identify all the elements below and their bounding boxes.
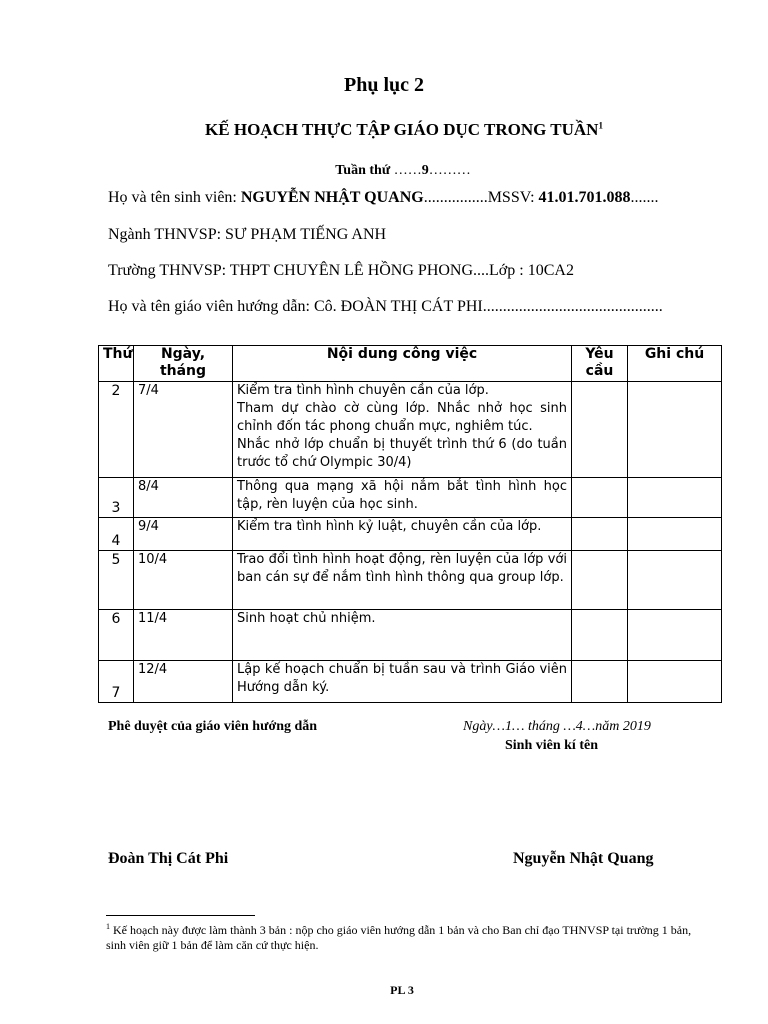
date-line: Ngày…1… tháng …4…năm 2019 <box>463 719 651 734</box>
row-ghi-chu <box>628 610 722 661</box>
row-noi-dung <box>233 478 572 518</box>
header-ghi-chu: Ghi chú <box>628 346 722 382</box>
footnote-text: Kế hoạch này được làm thành 3 bản : nộp cho giáo viên hướng dẫn 1 bản và cho Ban chỉ đạo THNVSP tại trường 1 bản, sinh viên giữ 1 bản để làm căn cứ thực hiện. <box>106 923 692 952</box>
header-noi-dung: Nội dung công việc <box>233 346 572 382</box>
row-ngay: 7/4 <box>134 382 233 478</box>
header-ngay-line2: tháng <box>159 363 207 379</box>
student-line <box>108 189 659 207</box>
row-yeu-cau <box>572 551 628 610</box>
weekly-plan-table <box>98 345 722 703</box>
page-number: PL 3 <box>390 983 414 997</box>
row-ghi-chu <box>628 661 722 703</box>
row-yeu-cau <box>572 661 628 703</box>
row-noi-dung <box>233 610 572 661</box>
task-line: Kiểm tra tình hình chuyên cần của lớp. <box>237 383 489 398</box>
row-thu: 2 <box>99 382 134 478</box>
row-noi-dung <box>233 382 572 478</box>
row-yeu-cau <box>572 610 628 661</box>
task-line: Kiểm tra tình hình kỷ luật, chuyên cần của lớp. <box>237 519 542 534</box>
approval-label: Phê duyệt của giáo viên hướng dẫn <box>108 719 318 734</box>
task-line: Sinh hoạt chủ nhiệm. <box>237 611 376 626</box>
row-ngay: 9/4 <box>134 518 233 551</box>
table-header-row <box>99 346 722 382</box>
week-leader-after: ……… <box>428 163 471 178</box>
row-thu: 5 <box>99 551 134 610</box>
row-thu: 3 <box>99 478 134 518</box>
major-line: Ngành THNVSP: SƯ PHẠM TIẾNG ANH <box>108 226 387 243</box>
table-row <box>99 551 722 610</box>
header-yeu-cau <box>572 346 628 382</box>
row-thu: 7 <box>99 661 134 703</box>
task-line: Tham dự chào cờ cùng lớp. Nhắc nhở học sinh chỉnh đốn tác phong chuẩn mực, nghiêm túc. <box>237 401 567 434</box>
week-leader-before: …… <box>393 163 422 178</box>
row-ngay: 12/4 <box>134 661 233 703</box>
appendix-title: Phụ lục 2 <box>343 74 425 96</box>
student-sign-label: Sinh viên kí tên <box>505 738 598 753</box>
table-row <box>99 382 722 478</box>
row-ghi-chu <box>628 478 722 518</box>
table-row <box>99 610 722 661</box>
row-ghi-chu <box>628 551 722 610</box>
task-line: Lập kế hoạch chuẩn bị tuần sau và trình Giáo viên Hướng dẫn ký. <box>237 662 567 695</box>
task-line: Thông qua mạng xã hội nắm bắt tình hình học tập, rèn luyện của học sinh. <box>237 479 567 512</box>
footnote <box>106 919 706 953</box>
row-yeu-cau <box>572 518 628 551</box>
task-line: Trao đổi tình hình hoạt động, rèn luyện của lớp với ban cán sự để nắm tình hình thông qua group lớp. <box>237 552 567 585</box>
table-row <box>99 478 722 518</box>
mssv-label: MSSV: <box>487 189 535 206</box>
student-signature-name: Nguyễn Nhật Quang <box>513 850 654 867</box>
row-noi-dung <box>233 661 572 703</box>
footnote-separator <box>106 915 255 916</box>
row-noi-dung <box>233 518 572 551</box>
student-dots: ................ <box>423 189 488 206</box>
header-yeu-line1: Yêu <box>585 346 614 362</box>
header-yeu-line2: cầu <box>585 363 614 379</box>
header-ngay-thang <box>134 346 233 382</box>
row-ghi-chu <box>628 518 722 551</box>
week-label: Tuần thứ <box>335 163 391 178</box>
footnote-ref: 1 <box>598 120 603 131</box>
table-row <box>99 518 722 551</box>
row-yeu-cau <box>572 478 628 518</box>
table-row <box>99 661 722 703</box>
plan-title <box>0 120 768 140</box>
row-ngay: 8/4 <box>134 478 233 518</box>
mssv-dots: ....... <box>630 189 659 206</box>
mentor-line: Họ và tên giáo viên hướng dẫn: Cô. ĐOÀN THỊ CÁT PHI............................................. <box>108 298 663 315</box>
task-line: Nhắc nhở lớp chuẩn bị thuyết trình thứ 6 (do tuần trước tổ chứ Olympic 30/4) <box>237 437 567 470</box>
week-line <box>0 163 768 179</box>
student-label: Họ và tên sinh viên: <box>108 189 237 206</box>
row-ngay: 10/4 <box>134 551 233 610</box>
row-ghi-chu <box>628 382 722 478</box>
plan-title-text: KẾ HOẠCH THỰC TẬP GIÁO DỤC TRONG TUẦN <box>205 120 599 139</box>
week-number: 9 <box>421 163 429 178</box>
row-thu: 4 <box>99 518 134 551</box>
mssv-value: 41.01.701.088 <box>538 189 631 206</box>
row-noi-dung <box>233 551 572 610</box>
school-line: Trường THNVSP: THPT CHUYÊN LÊ HỒNG PHONG....Lớp : 10CA2 <box>108 262 574 279</box>
header-ngay-line1: Ngày, <box>160 346 206 362</box>
footnote-number: 1 <box>106 922 110 931</box>
row-yeu-cau <box>572 382 628 478</box>
row-ngay: 11/4 <box>134 610 233 661</box>
mentor-signature-name: Đoàn Thị Cát Phi <box>108 850 229 867</box>
student-name-field: NGUYỄN NHẬT QUANG <box>240 189 424 206</box>
header-thu: Thứ <box>99 346 134 382</box>
row-thu: 6 <box>99 610 134 661</box>
